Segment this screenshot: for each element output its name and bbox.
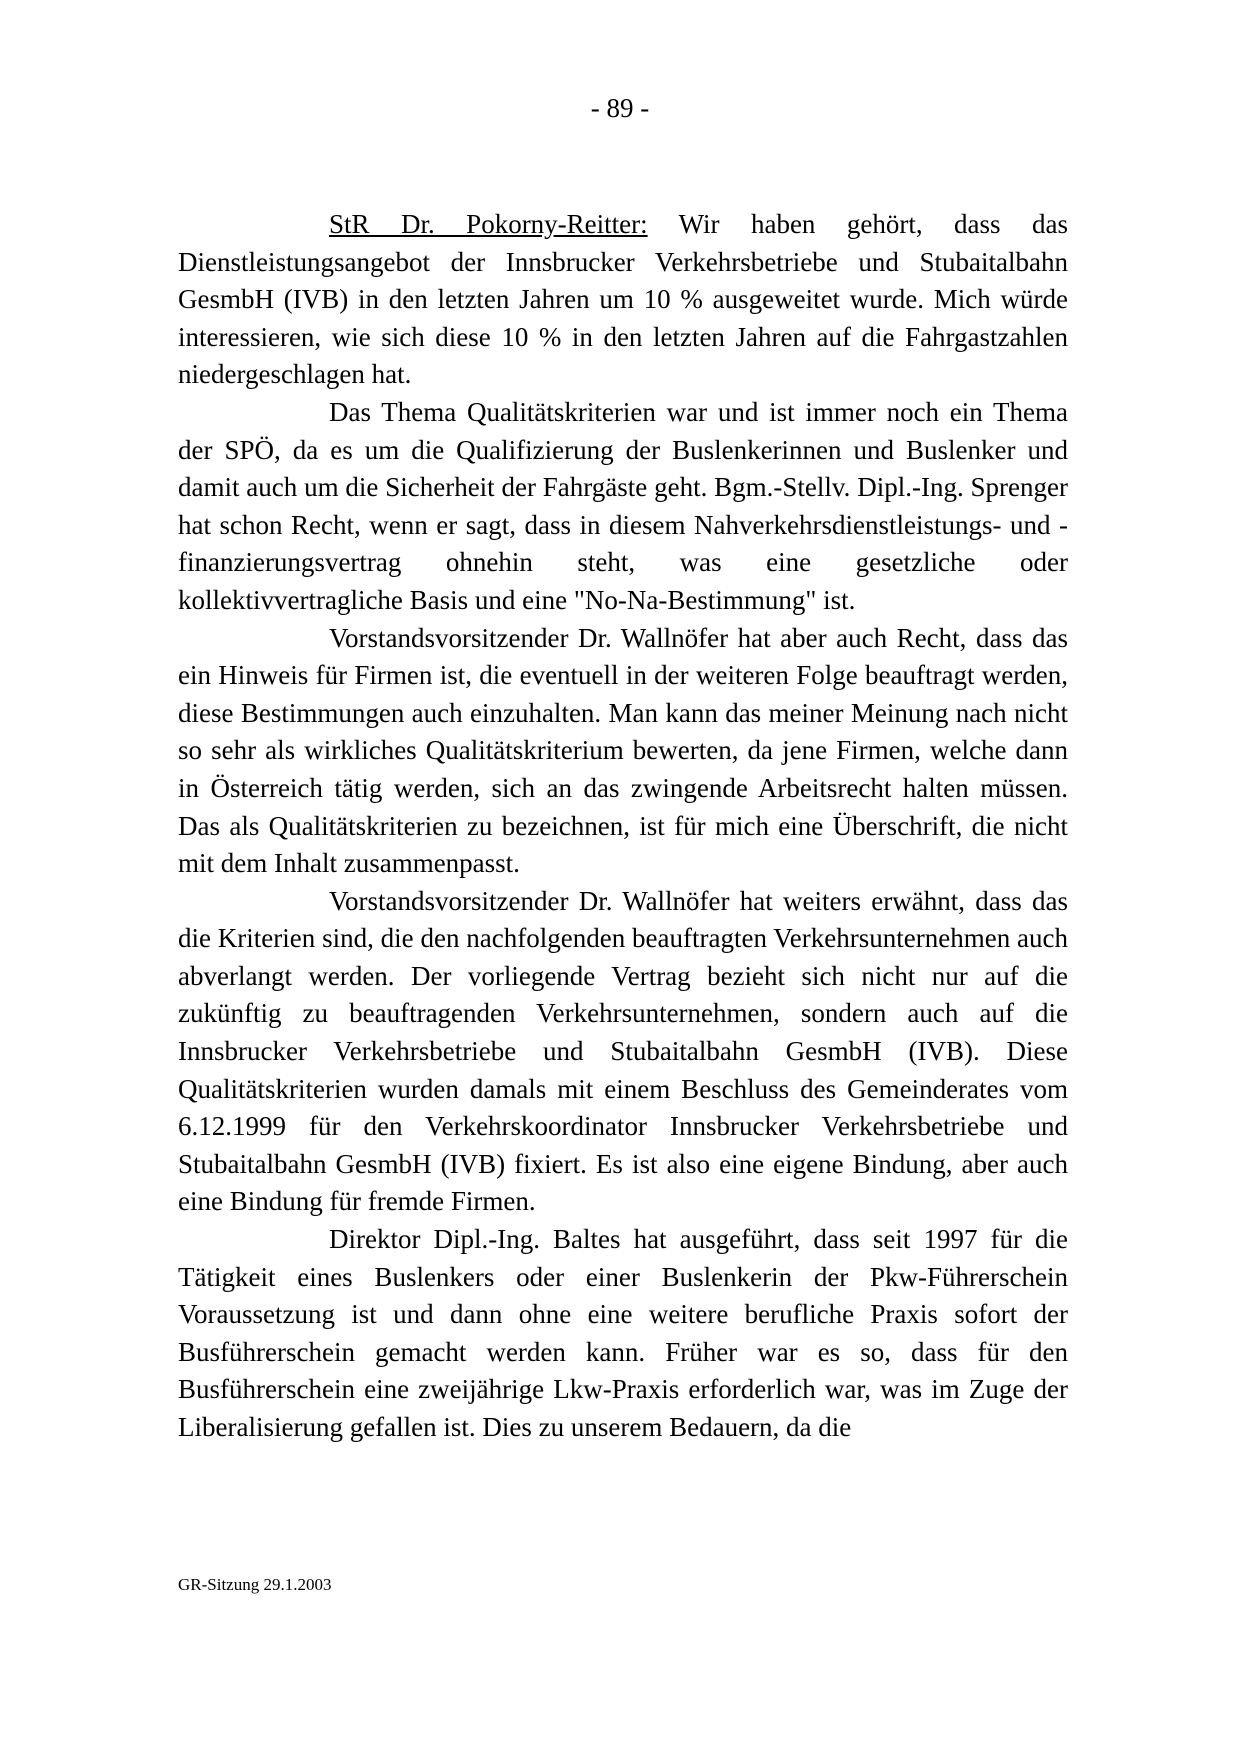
page-number: - 89 -: [590, 93, 650, 123]
paragraph-1: [178, 206, 1068, 394]
paragraph-5: [178, 1221, 1068, 1447]
speaker-name: StR Dr. Pokorny-Reitter:: [329, 209, 648, 239]
paragraph-text: Vorstandsvorsitzender Dr. Wallnöfer hat weiters erwähnt, dass das die Kriterien sind, die den nachfolgenden beauftragten Verkehrsunternehmen auch abverlangt werden. Der vorliegende Vertrag bezieht sich nicht nur auf die zukünftig zu beauftragenden Verkehrsunternehmen, sondern auch auf die Innsbrucker Verkehrsbetriebe und Stubaitalbahn GesmbH (IVB). Diese Qualitätskriterien wurden damals mit einem Beschluss des Gemeinderates vom 6.12.1999 für den Verkehrskoordinator Innsbrucker Verkehrsbetriebe und Stubaitalbahn GesmbH (IVB) fixiert. Es ist also eine eigene Bindung, aber auch eine Bindung für fremde Firmen.: [178, 885, 1068, 1217]
paragraph-2: [178, 394, 1068, 620]
paragraph-4: [178, 883, 1068, 1221]
body-text: [178, 206, 1068, 1447]
paragraph-text: Vorstandsvorsitzender Dr. Wallnöfer hat aber auch Recht, dass das ein Hinweis für Firmen ist, die eventuell in der weiteren Folge beauftragt werden, diese Bestimmungen auch einzuhalten. Man kann das meiner Meinung nach nicht so sehr als wirkliches Qualitätskriterium bewerten, da jene Firmen, welche dann in Österreich tätig werden, sich an das zwingende Arbeitsrecht halten müssen. Das als Qualitätskriterien zu bezeichnen, ist für mich eine Überschrift, die nicht mit dem Inhalt zusammenpasst.: [178, 622, 1068, 879]
footer-session-date: GR-Sitzung 29.1.2003: [178, 1575, 332, 1594]
paragraph-3: [178, 620, 1068, 883]
paragraph-text: Direktor Dipl.-Ing. Baltes hat ausgeführt, dass seit 1997 für die Tätigkeit eines Buslenkers oder einer Buslenkerin der Pkw-Führerschein Voraussetzung ist und dann ohne eine weitere berufliche Praxis sofort der Busführerschein gemacht werden kann. Früher war es so, dass für den Busführerschein eine zweijährige Lkw-Praxis erforderlich war, was im Zuge der Liberalisierung gefallen ist. Dies zu unserem Bedauern, da die: [178, 1224, 1068, 1442]
paragraph-text: Wir haben gehört, dass das Dienstleistungsangebot der Innsbrucker Verkehrsbetriebe und Stubaitalbahn GesmbH (IVB) in den letzten Jahren um 10 % ausgeweitet wurde. Mich würde interessieren, wie sich diese 10 % in den letzten Jahren auf die Fahrgastzahlen niedergeschlagen hat.: [178, 209, 1069, 390]
paragraph-text: Das Thema Qualitätskriterien war und ist immer noch ein Thema der SPÖ, da es um die Qualifizierung der Buslenkerinnen und Buslenker und damit auch um die Sicherheit der Fahrgäste geht. Bgm.-Stellv. Dipl.-Ing. Sprenger hat schon Recht, wenn er sagt, dass in diesem Nahverkehrsdienstleistungs- und -finanzierungsvertrag ohnehin steht, was eine gesetzliche oder kollektivvertragliche Basis und eine "No-Na-Bestimmung" ist.: [178, 396, 1068, 615]
